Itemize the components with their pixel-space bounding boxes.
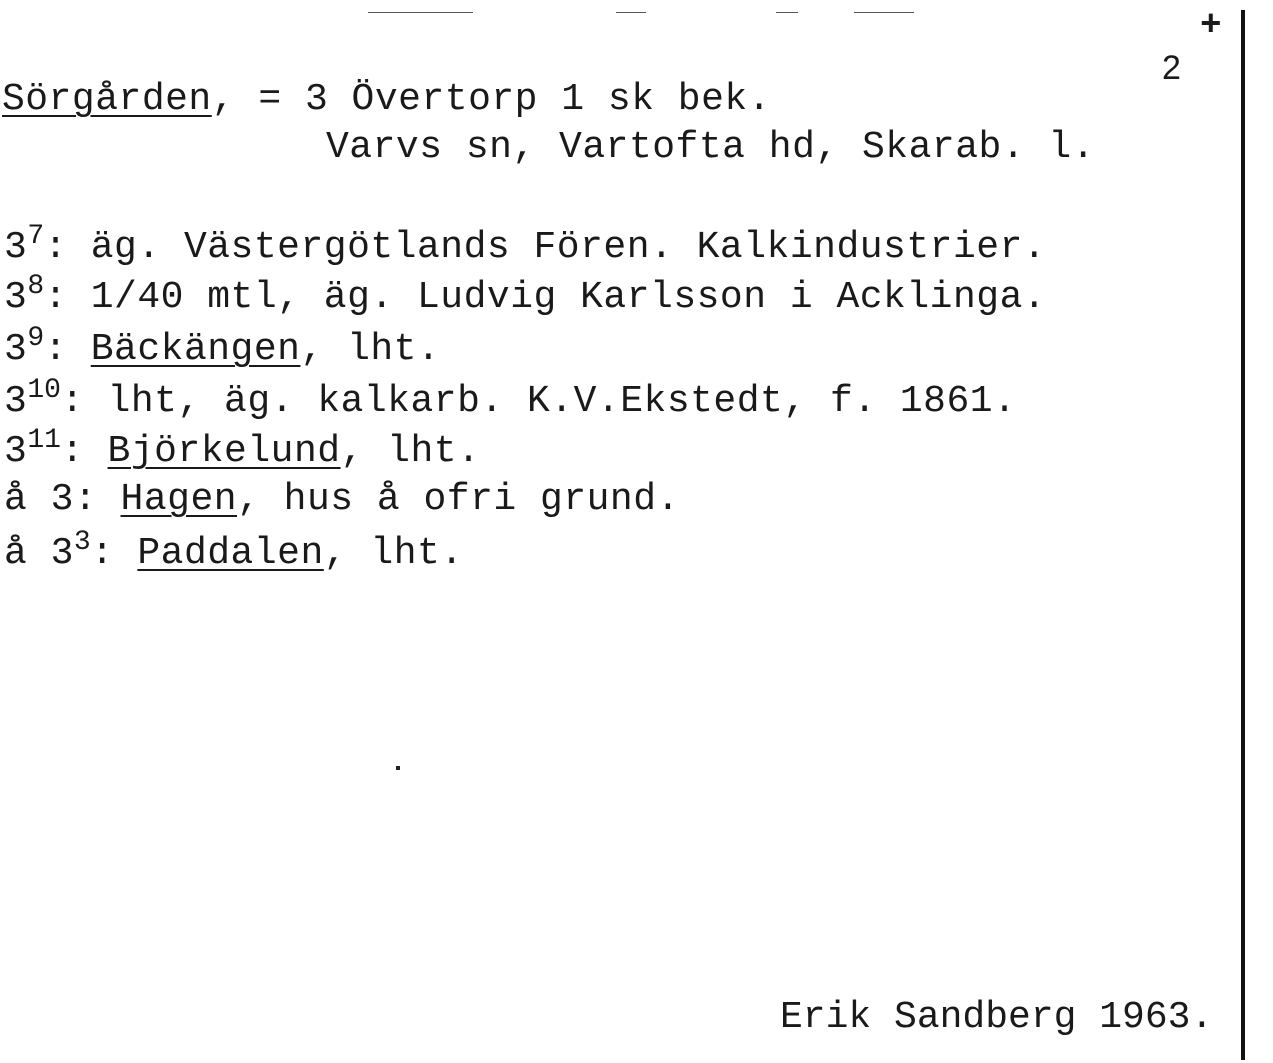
header-place-name: Sörgården xyxy=(2,78,212,121)
top-edge-dash xyxy=(776,12,798,13)
entry-base: å 3 xyxy=(4,532,74,575)
entry-text: , lht. xyxy=(340,430,481,473)
entry-superscript: 10 xyxy=(27,375,61,406)
header-line xyxy=(2,78,771,122)
entry-base: 3 xyxy=(4,380,28,423)
entry-separator: : xyxy=(44,276,91,319)
entry-separator: : xyxy=(60,430,108,473)
entry-place-name: Hagen xyxy=(120,478,238,521)
stray-dot xyxy=(396,766,400,770)
entry-base: 3 xyxy=(4,328,28,371)
entry-base: 3 xyxy=(4,226,28,269)
entry-separator: : xyxy=(90,532,138,575)
entry-line xyxy=(4,221,1047,270)
entry-line xyxy=(4,323,441,372)
entry-separator: : xyxy=(44,226,91,269)
entry-base: 3 xyxy=(4,276,28,319)
entry-separator: : xyxy=(73,478,121,521)
entry-separator: : xyxy=(44,328,91,371)
entry-text: , lht. xyxy=(300,328,441,371)
entry-place-name: Björkelund xyxy=(107,430,341,473)
entry-text: 1/40 mtl, äg. Ludvig Karlsson i Acklinga. xyxy=(90,276,1047,319)
top-edge-dash xyxy=(368,12,473,13)
entry-line xyxy=(4,271,1047,320)
entry-text: äg. Västergötlands Fören. Kalkindustrier. xyxy=(90,226,1047,269)
corner-mark: + xyxy=(1200,5,1222,46)
entry-line xyxy=(4,375,1017,424)
entry-superscript: 3 xyxy=(73,527,91,558)
signature: Erik Sandberg 1963. xyxy=(780,996,1214,1039)
entry-superscript: 9 xyxy=(27,323,45,354)
top-edge-dash xyxy=(854,12,914,13)
entry-line xyxy=(4,527,464,576)
entry-text: , hus å ofri grund. xyxy=(237,478,680,521)
entry-text: lht, äg. kalkarb. K.V.Ekstedt, f. 1861. xyxy=(107,380,1017,423)
entry-line xyxy=(4,425,481,474)
entry-place-name: Bäckängen xyxy=(90,328,301,371)
entry-line xyxy=(4,478,680,522)
entry-superscript: 8 xyxy=(27,271,45,302)
top-edge-dash xyxy=(616,12,646,13)
location-line: Varvs sn, Vartofta hd, Skarab. l. xyxy=(326,126,1096,169)
entry-place-name: Paddalen xyxy=(137,532,324,575)
entry-superscript: 11 xyxy=(27,425,61,456)
page-number: 2 xyxy=(1162,49,1181,87)
header-rest: , = 3 Övertorp 1 sk bek. xyxy=(211,78,772,121)
entry-text: , lht. xyxy=(323,532,464,575)
card-right-rule xyxy=(1241,10,1245,1060)
entry-separator: : xyxy=(60,380,108,423)
entry-base: 3 xyxy=(4,430,28,473)
entry-superscript: 7 xyxy=(27,221,45,252)
entry-base: å 3 xyxy=(4,478,74,521)
